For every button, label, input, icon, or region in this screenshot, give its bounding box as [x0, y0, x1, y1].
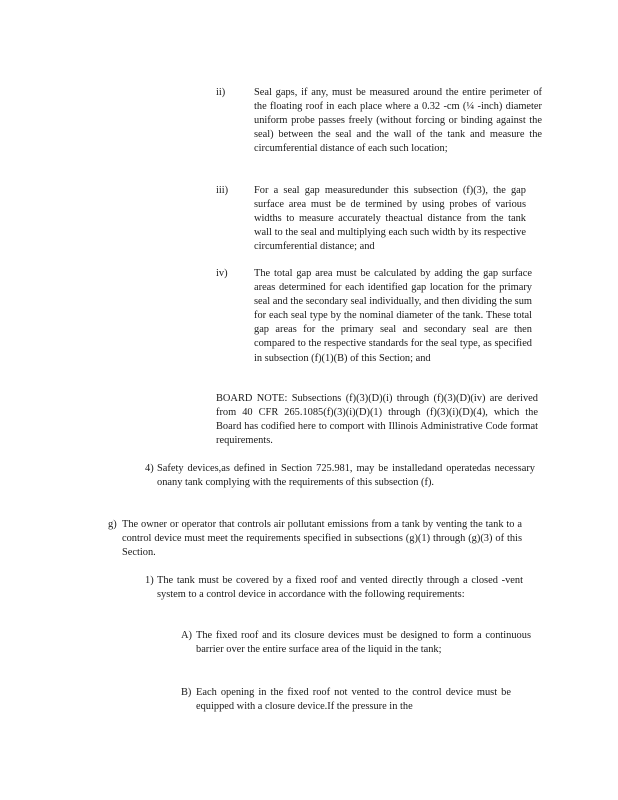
item-label: iii): [216, 185, 229, 196]
item-text: [157, 462, 535, 490]
item-text: Each opening in the fixed roof not vented to the control device must be equipped with a closure device.If the pressure in the: [196, 687, 511, 713]
paragraph-g1: [145, 574, 523, 602]
paragraph-gB: [181, 686, 511, 714]
paragraph-ii: [216, 86, 542, 156]
item-text: The owner or operator that controls air pollutant emissions from a tank by venting the tank to a control device must meet the requirements specified in subsections (g)(1) through (g)(3) of this Section.: [122, 519, 522, 559]
item-label: A): [181, 630, 192, 641]
paragraph-g: [108, 518, 522, 560]
paragraph-gA: [181, 629, 531, 657]
item-label: ii): [216, 87, 226, 98]
item-text: The total gap area must be calculated by adding the gap surface areas determined for each identified gap location for the primary seal and the secondary seal individually, and then dividing the sum for each seal type by the nominal diameter of the tank. These total gap areas for the primary seal and secondary seal are then compared to the respective standards for the seal type, as specified in subsection (f)(1)(B) of this Section; and: [254, 268, 532, 364]
item-text: The fixed roof and its closure devices must be designed to form a continuous barrier over the entire surface area of the liquid in the tank;: [196, 630, 531, 656]
paragraph-iv: [216, 267, 532, 366]
paragraph-4: [145, 462, 535, 490]
item-label: 4): [145, 463, 154, 474]
board-note: BOARD NOTE: Subsections (f)(3)(D)(i) through (f)(3)(D)(iv) are derived from 40 CFR 265.1085(f)(3)(i)(D)(1) through (f)(3)(i)(D)(4), which the Board has codified here to comport with Illinois Administrative Code format requirements.: [216, 393, 538, 447]
item-label: B): [181, 687, 192, 698]
item-label: g): [108, 519, 117, 530]
paragraph-iii: [216, 184, 526, 254]
item-label: 1): [145, 575, 154, 586]
item-text: Seal gaps, if any, must be measured around the entire perimeter of the floating roof in each place where a 0.32 -cm (¼ -inch) diameter uniform probe passes freely (without forcing or binding against the seal) between the seal and the wall of the tank and measure the circumferential distance of each such location;: [254, 87, 542, 155]
item-label: iv): [216, 268, 228, 279]
item-text-content: Safety devices,as defined in Section 725.981, may be installedand operatedas necessary onany tank complying with the requirements of this subsection (f).: [157, 463, 535, 489]
item-text: For a seal gap measuredunder this subsection (f)(3), the gap surface area must be de termined by using probes of various widths to measure accurately theactual distance from the tank wall to the seal and multiplying each such width by its respective circumferential distance; and: [254, 185, 526, 253]
item-text: The tank must be covered by a fixed roof and vented directly through a closed -vent system to a control device in accordance with the following requirements:: [157, 575, 523, 601]
